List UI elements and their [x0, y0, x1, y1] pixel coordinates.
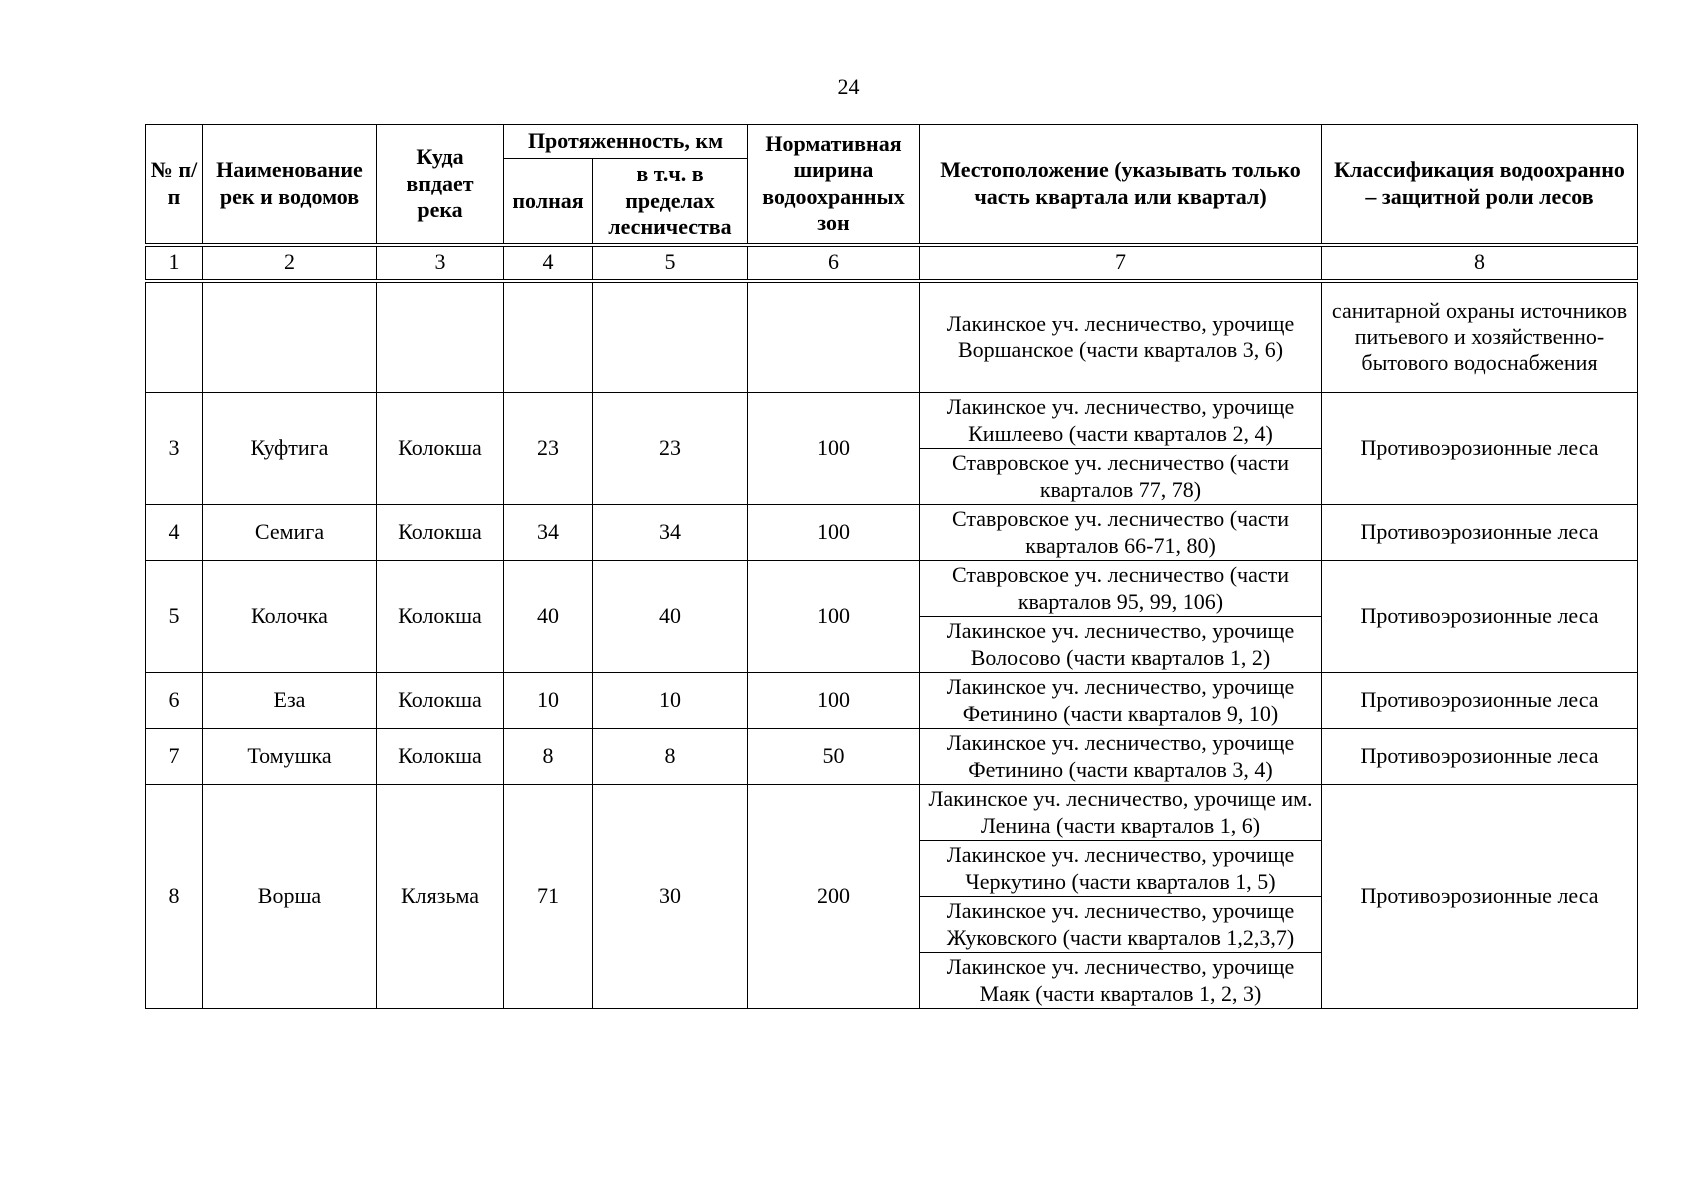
cell-location: Лакинское уч. лесничество, урочище Воршанское (части кварталов 3, 6)	[920, 281, 1322, 393]
cell-length-full: 40	[504, 561, 593, 673]
cell-num: 8	[146, 785, 203, 1009]
cell-classification: Противоэрозионные леса	[1322, 729, 1638, 785]
header-location: Местоположение (указывать только часть квартала или квартал)	[920, 125, 1322, 245]
cell-length-within: 8	[593, 729, 748, 785]
cell-classification: Противоэрозионные леса	[1322, 393, 1638, 505]
cell-classification: Противоэрозионные леса	[1322, 505, 1638, 561]
cell-location: Лакинское уч. лесничество, урочище Волосово (части кварталов 1, 2)	[920, 617, 1322, 673]
cell-flows-into: Клязьма	[377, 785, 504, 1009]
column-number: 3	[377, 245, 504, 281]
cell-flows-into: Колокша	[377, 673, 504, 729]
cell-length-within: 30	[593, 785, 748, 1009]
cell-num: 5	[146, 561, 203, 673]
column-number: 8	[1322, 245, 1638, 281]
cell-location: Ставровское уч. лесничество (части кварталов 77, 78)	[920, 449, 1322, 505]
cell-length-within: 34	[593, 505, 748, 561]
cell-flows-into: Колокша	[377, 561, 504, 673]
column-number: 1	[146, 245, 203, 281]
cell-length-within: 23	[593, 393, 748, 505]
cell-location: Ставровское уч. лесничество (части кварталов 95, 99, 106)	[920, 561, 1322, 617]
cell-location: Лакинское уч. лесничество, урочище им. Ленина (части кварталов 1, 6)	[920, 785, 1322, 841]
cell-length-within	[593, 281, 748, 393]
header-width: Нормативная ширина водоохранных зон	[748, 125, 920, 245]
column-number: 2	[203, 245, 377, 281]
cell-num: 6	[146, 673, 203, 729]
table-row	[146, 673, 1638, 729]
cell-name: Семига	[203, 505, 377, 561]
cell-classification: санитарной охраны источников питьевого и хозяйственно-бытового водоснабжения	[1322, 281, 1638, 393]
cell-location: Лакинское уч. лесничество, урочище Черкутино (части кварталов 1, 5)	[920, 841, 1322, 897]
cell-num: 3	[146, 393, 203, 505]
cell-location: Лакинское уч. лесничество, урочище Кишлеево (части кварталов 2, 4)	[920, 393, 1322, 449]
table-row	[146, 505, 1638, 561]
table-row	[146, 393, 1638, 449]
cell-name	[203, 281, 377, 393]
cell-length-full	[504, 281, 593, 393]
cell-width: 100	[748, 561, 920, 673]
table-row	[146, 785, 1638, 841]
column-number: 6	[748, 245, 920, 281]
cell-flows-into	[377, 281, 504, 393]
cell-flows-into: Колокша	[377, 393, 504, 505]
cell-flows-into: Колокша	[377, 505, 504, 561]
cell-width: 200	[748, 785, 920, 1009]
cell-flows-into: Колокша	[377, 729, 504, 785]
header-name: Наименование рек и водомов	[203, 125, 377, 245]
cell-name: Томушка	[203, 729, 377, 785]
cell-location: Лакинское уч. лесничество, урочище Маяк (части кварталов 1, 2, 3)	[920, 953, 1322, 1009]
cell-classification: Противоэрозионные леса	[1322, 673, 1638, 729]
cell-name: Куфтига	[203, 393, 377, 505]
column-number: 7	[920, 245, 1322, 281]
cell-num: 4	[146, 505, 203, 561]
cell-length-full: 34	[504, 505, 593, 561]
cell-location: Лакинское уч. лесничество, урочище Фетинино (части кварталов 3, 4)	[920, 729, 1322, 785]
cell-name: Еза	[203, 673, 377, 729]
continuation-row	[146, 281, 1638, 393]
header-row	[146, 125, 1638, 159]
cell-width: 100	[748, 393, 920, 505]
cell-location: Лакинское уч. лесничество, урочище Жуковского (части кварталов 1,2,3,7)	[920, 897, 1322, 953]
column-number: 5	[593, 245, 748, 281]
cell-length-full: 71	[504, 785, 593, 1009]
page-number: 24	[837, 74, 860, 99]
cell-length-within: 10	[593, 673, 748, 729]
column-number: 4	[504, 245, 593, 281]
cell-width	[748, 281, 920, 393]
cell-name: Ворша	[203, 785, 377, 1009]
column-numbers-row	[146, 245, 1638, 281]
cell-width: 100	[748, 505, 920, 561]
header-num: № п/п	[146, 125, 203, 245]
table-row	[146, 729, 1638, 785]
cell-classification: Противоэрозионные леса	[1322, 561, 1638, 673]
cell-num: 7	[146, 729, 203, 785]
cell-classification: Противоэрозионные леса	[1322, 785, 1638, 1009]
cell-width: 50	[748, 729, 920, 785]
table-row	[146, 561, 1638, 617]
cell-length-full: 10	[504, 673, 593, 729]
cell-length-full: 23	[504, 393, 593, 505]
header-length-group: Протяженность, км	[504, 125, 748, 159]
cell-length-full: 8	[504, 729, 593, 785]
cell-location: Ставровское уч. лесничество (части кварталов 66-71, 80)	[920, 505, 1322, 561]
cell-length-within: 40	[593, 561, 748, 673]
cell-location: Лакинское уч. лесничество, урочище Фетинино (части кварталов 9, 10)	[920, 673, 1322, 729]
cell-name: Колочка	[203, 561, 377, 673]
cell-num	[146, 281, 203, 393]
header-length-full: полная	[504, 159, 593, 245]
cell-width: 100	[748, 673, 920, 729]
rivers-table	[145, 124, 1638, 1009]
header-classification: Классификация водоохранно – защитной роли лесов	[1322, 125, 1638, 245]
header-flows-into: Куда впдает река	[377, 125, 504, 245]
header-length-within: в т.ч. в пределах лесничества	[593, 159, 748, 245]
